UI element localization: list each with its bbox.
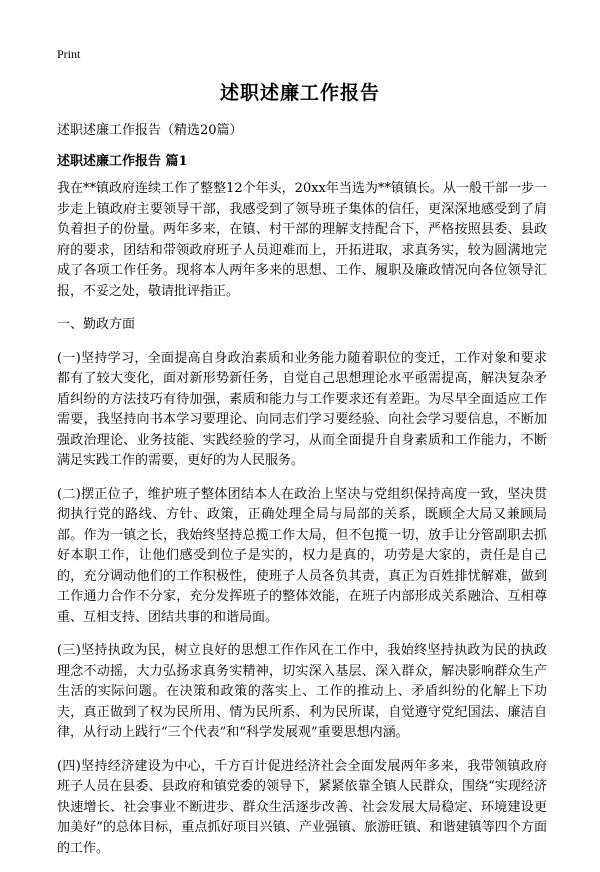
paragraph-team-unity: (二)摆正位子，维护班子整体团结本人在政治上坚决与党组织保持高度一致，坚决贯彻执行党的路线、方针、政策，正确处理全局与局部的关系，既顾全大局又兼顾局部。作为一镇之长，我始终坚持总揽工作大局，但不包揽一切，放手让分管副职去抓好本职工作，让他们感受到位子是实的，权力是真的，功劳是大家的，责任是自己的，充分调动他们的工作积极性，使班子人员各负其责，真正为百姓排忧解难，做到工作通力合作不分家，充分发挥班子的整体效能，在班子内部形成关系融洽、互相尊重、互相支持、团结共事的和谐局面。 bbox=[57, 486, 547, 625]
document-subtitle: 述职述廉工作报告（精选20篇） bbox=[57, 123, 243, 138]
paragraph-serve-people: (三)坚持执政为民，树立良好的思想工作作风在工作中，我始终坚持执政为民的执政理念不动摇，大力弘扬求真务实精神，切实深入基层、深入群众，解决影响群众生产生活的实际问题。在决策和政策的落实上、工作的推动上、矛盾纠纷的化解上下功夫，真正做到了权为民所用、情为民所系、利为民所谋，自觉遵守党纪国法、廉洁自律，从行动上践行“三个代表”和“科学发展观”重要思想内涵。 bbox=[57, 643, 547, 740]
document-title: 述职述廉工作报告 bbox=[219, 82, 380, 104]
subheading-diligence: 一、勤政方面 bbox=[57, 317, 136, 332]
print-link[interactable]: Print bbox=[57, 47, 81, 61]
paragraph-intro: 我在**镇政府连续工作了整整12个年头，20xx年当选为**镇镇长。从一般干部一步一步走上镇政府主要领导干部，我感受到了领导班子集体的信任，更深深地感受到了肩负着担子的份量。两年多来，在镇、村干部的理解支持配合下，严格按照县委、县政府的要求，团结和带领政府班子人员迎难而上，开拓进取，求真务实，较为圆满地完成了各项工作任务。现将本人两年多来的思想、工作、履职及廉政情况向各位领导汇报，不妥之处，敬请批评指正。 bbox=[57, 181, 547, 299]
paragraph-study: (一)坚持学习，全面提高自身政治素质和业务能力随着职位的变迁，工作对象和要求都有了较大变化，面对新形势新任务，自觉自己思想理论水平亟需提高，解决复杂矛盾纠纷的方法技巧有待加强，素质和能力与工作要求还有差距。为尽早全面适应工作需要，我坚持向书本学习要理论、向同志们学习要经验、向社会学习要信息，不断加强政治理论、业务技能、实践经验的学习，从而全面提升自身素质和工作能力，不断满足实践工作的需要，更好的为人民服务。 bbox=[57, 350, 547, 468]
section-heading: 述职述廉工作报告 篇1 bbox=[57, 154, 188, 169]
paragraph-economy: (四)坚持经济建设为中心，千方百计促进经济社会全面发展两年多来，我带领镇政府班子人员在县委、县政府和镇党委的领导下，紧紧依靠全镇人民群众，围绕“实现经济快速增长、社会事业不断进步、群众生活逐步改善、社会发展大局稳定、环境建设更加美好”的总体目标，重点抓好项目兴镇、产业强镇、旅游旺镇、和谐建镇等四个方面的工作。 bbox=[57, 758, 547, 856]
document-body bbox=[57, 179, 547, 872]
